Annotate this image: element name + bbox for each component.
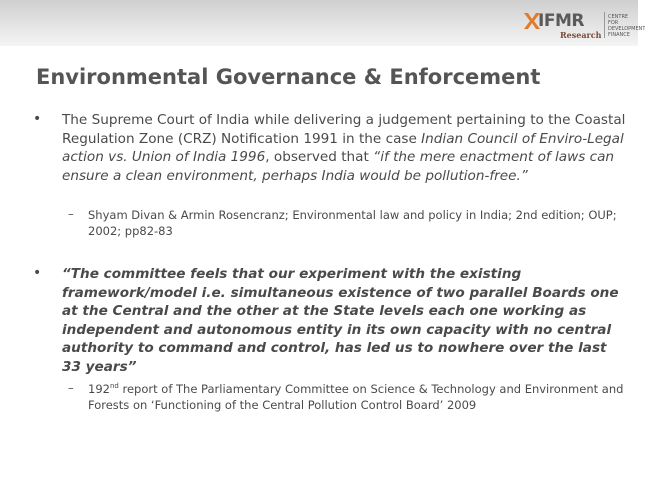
sub-bullet-marker: – [68,381,74,395]
bullet-marker: • [33,111,42,127]
bullet-1-text [62,111,628,185]
logo-divider [604,12,605,38]
citation-number: 192 [88,382,110,396]
logo-centre-line: CENTRE FOR [608,14,629,26]
bullet-marker: • [33,265,42,281]
slide-title: Environmental Governance & Enforcement [36,65,541,89]
logo-research: Research [560,30,602,40]
bullet-2-citation [88,381,624,413]
logo-centre-line: DEVELOPMENT [608,26,645,32]
logo-centre-text [608,14,645,38]
logo-centre-line: FINANCE [608,32,630,38]
sub-bullet-marker: – [68,207,74,221]
court-quote: “if the mere enactment of laws can ensure a clean environment, perhaps India would be pollution-free.” [62,149,615,184]
bullet-1-intro: The Supreme Court of India while delivering a judgement pertaining to the Coastal Regulation Zone (CRZ) Notification 1991 in the case [62,112,626,147]
citation-text: report of The Parliamentary Committee on Science & Technology and Environment and Forests on ‘Functioning of the Central Pollution Control Board’ 2009 [88,382,624,412]
bullet-1-citation: Shyam Divan & Armin Rosencranz; Environmental law and policy in India; 2nd edition; OUP; 2002; pp82-83 [88,208,617,238]
bullet-2-quote: “The committee feels that our experiment with the existing framework/model i.e. simultaneous existence of two parallel Boards one at the Central and the other at the State levels each one working as independent and autonomous entity in its own capacity with no central authority to command and control, has led us to nowhere over the last 33 years” [62,266,619,375]
logo-wordmark: IFMR [538,11,584,31]
citation-ordinal: nd [109,382,119,391]
bullet-1-mid: , observed that [265,149,374,165]
case-name: Indian Council of Enviro-Legal action vs. Union of India 1996 [62,130,624,165]
ifmr-logo [520,8,645,42]
